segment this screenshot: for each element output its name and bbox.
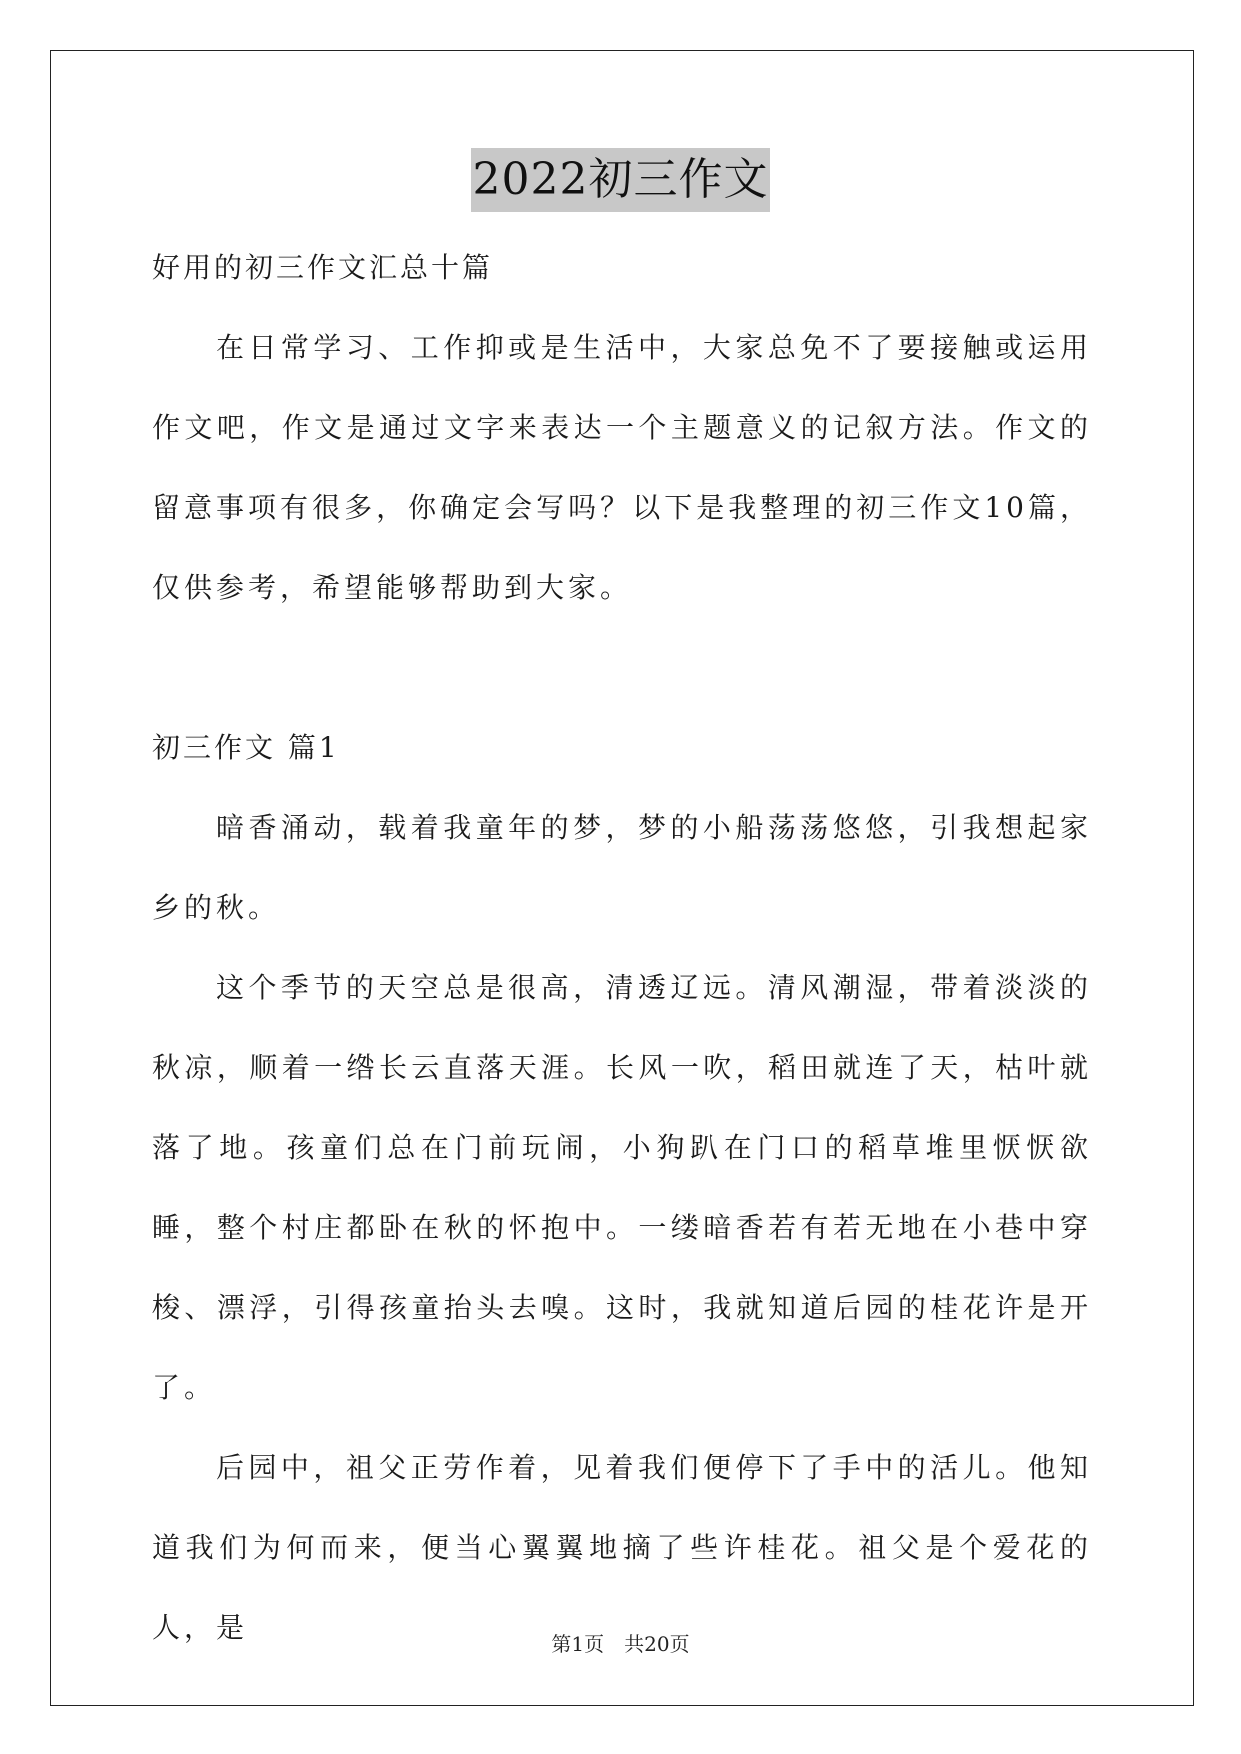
title-wrap [0, 148, 1241, 212]
section-heading: 初三作文 篇1 [152, 731, 340, 764]
page-footer: 第1页 共20页 [551, 1632, 690, 1656]
body-paragraph: 这个季节的天空总是很高，清透辽远。清风潮湿，带着淡淡的秋凉，顺着一绺长云直落天涯。长风一吹，稻田就连了天，枯叶就落了地。孩童们总在门前玩闹，小狗趴在门口的稻草堆里恹恹欲睡，整个村庄都卧在秋的怀抱中。一缕暗香若有若无地在小巷中穿梭、漂浮，引得孩童抬头去嗅。这时，我就知道后园的桂花许是开了。 [152, 971, 1092, 1404]
document-title: 2022初三作文 [471, 148, 771, 212]
body-paragraph: 暗香涌动，载着我童年的梦，梦的小船荡荡悠悠，引我想起家乡的秋。 [152, 811, 1092, 924]
document-subtitle: 好用的初三作文汇总十篇 [152, 251, 494, 284]
section-spacer [152, 628, 1092, 708]
body-paragraph: 后园中，祖父正劳作着，见着我们便停下了手中的活儿。他知道我们为何而来，便当心翼翼地摘了些许桂花。祖父是个爱花的人，是 [152, 1451, 1092, 1644]
document-body [152, 228, 1092, 1668]
intro-paragraph: 在日常学习、工作抑或是生活中，大家总免不了要接触或运用作文吧，作文是通过文字来表达一个主题意义的记叙方法。作文的留意事项有很多，你确定会写吗？以下是我整理的初三作文10篇，仅供参考，希望能够帮助到大家。 [152, 331, 1092, 604]
